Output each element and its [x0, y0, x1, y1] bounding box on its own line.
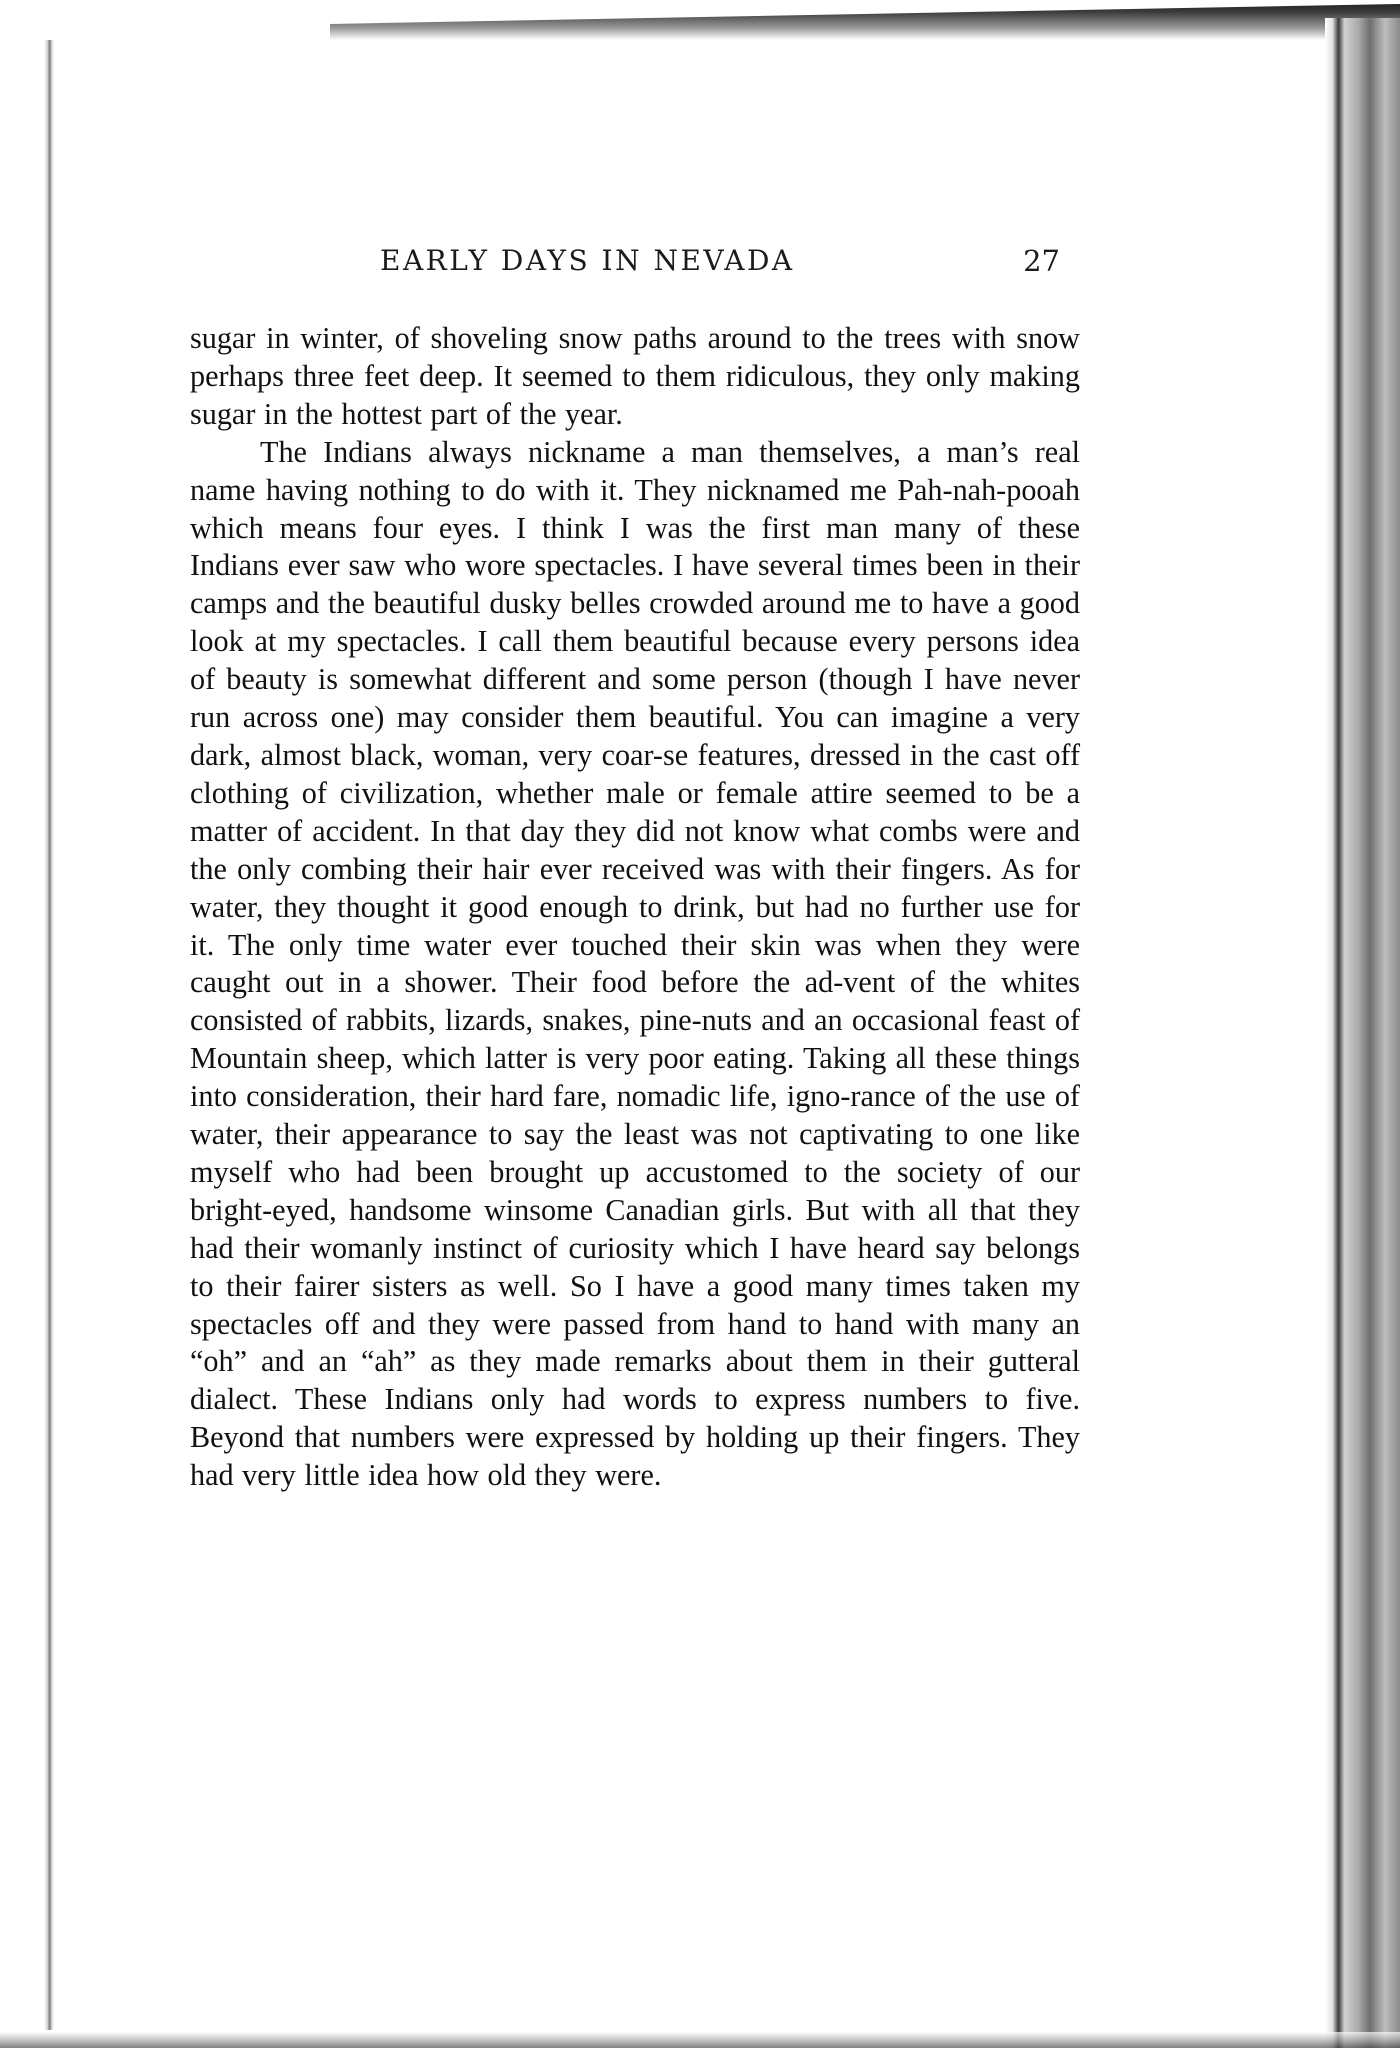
- binding-edge: [44, 40, 54, 2030]
- book-page: [190, 240, 1080, 1495]
- top-page-shadow: [330, 0, 1400, 40]
- running-head: EARLY DAYS IN NEVADA: [380, 244, 795, 277]
- body-text: [190, 320, 1080, 1495]
- page-header: [190, 240, 1080, 286]
- paragraph-continued: sugar in winter, of shoveling snow paths around to the trees with snow perhaps three feet deep. It seemed to them ridiculous, they only making sugar in the hottest part of the year.: [190, 321, 1080, 431]
- page-number: 27: [1023, 244, 1060, 278]
- fore-edge: [1325, 18, 1400, 2048]
- paragraph: The Indians always nickname a man themselves, a man’s real name having nothing to do with it. They nicknamed me Pah-nah-pooah which means four eyes. I think I was the first man many of these Indians ever saw who wore spectacles. I have several times been in their camps and the beautiful dusky belles crowded around me to have a good look at my spectacles. I call them beautiful because every persons idea of beauty is somewhat different and some person (though I have never run across one) may consider them beautiful. You can imagine a very dark, almost black, woman, very coar-se features, dressed in the cast off clothing of civilization, whether male or female attire seemed to be a matter of accident. In that day they did not know what combs were and the only combing their hair ever received was with their fingers. As for water, they thought it good enough to drink, but had no further use for it. The only time water ever touched their skin was when they were caught out in a shower. Their food before the ad-vent of the whites consisted of rabbits, lizards, snakes, pine-nuts and an occasional feast of Mountain sheep, which latter is very poor eating. Taking all these things into consideration, their hard fare, nomadic life, igno-rance of the use of water, their appearance to say the least was not captivating to one like myself who had been brought up accustomed to the society of our bright-eyed, handsome winsome Canadian girls. But with all that they had their womanly instinct of curiosity which I have heard say belongs to their fairer sisters as well. So I have a good many times taken my spectacles off and they were passed from hand to hand with many an “oh” and an “ah” as they made remarks about them in their gutteral dialect. These Indians only had words to express numbers to five. Beyond that numbers were expressed by holding up their fingers. They had very little idea how old they were.: [190, 434, 1080, 1493]
- bottom-edge: [0, 2032, 1400, 2048]
